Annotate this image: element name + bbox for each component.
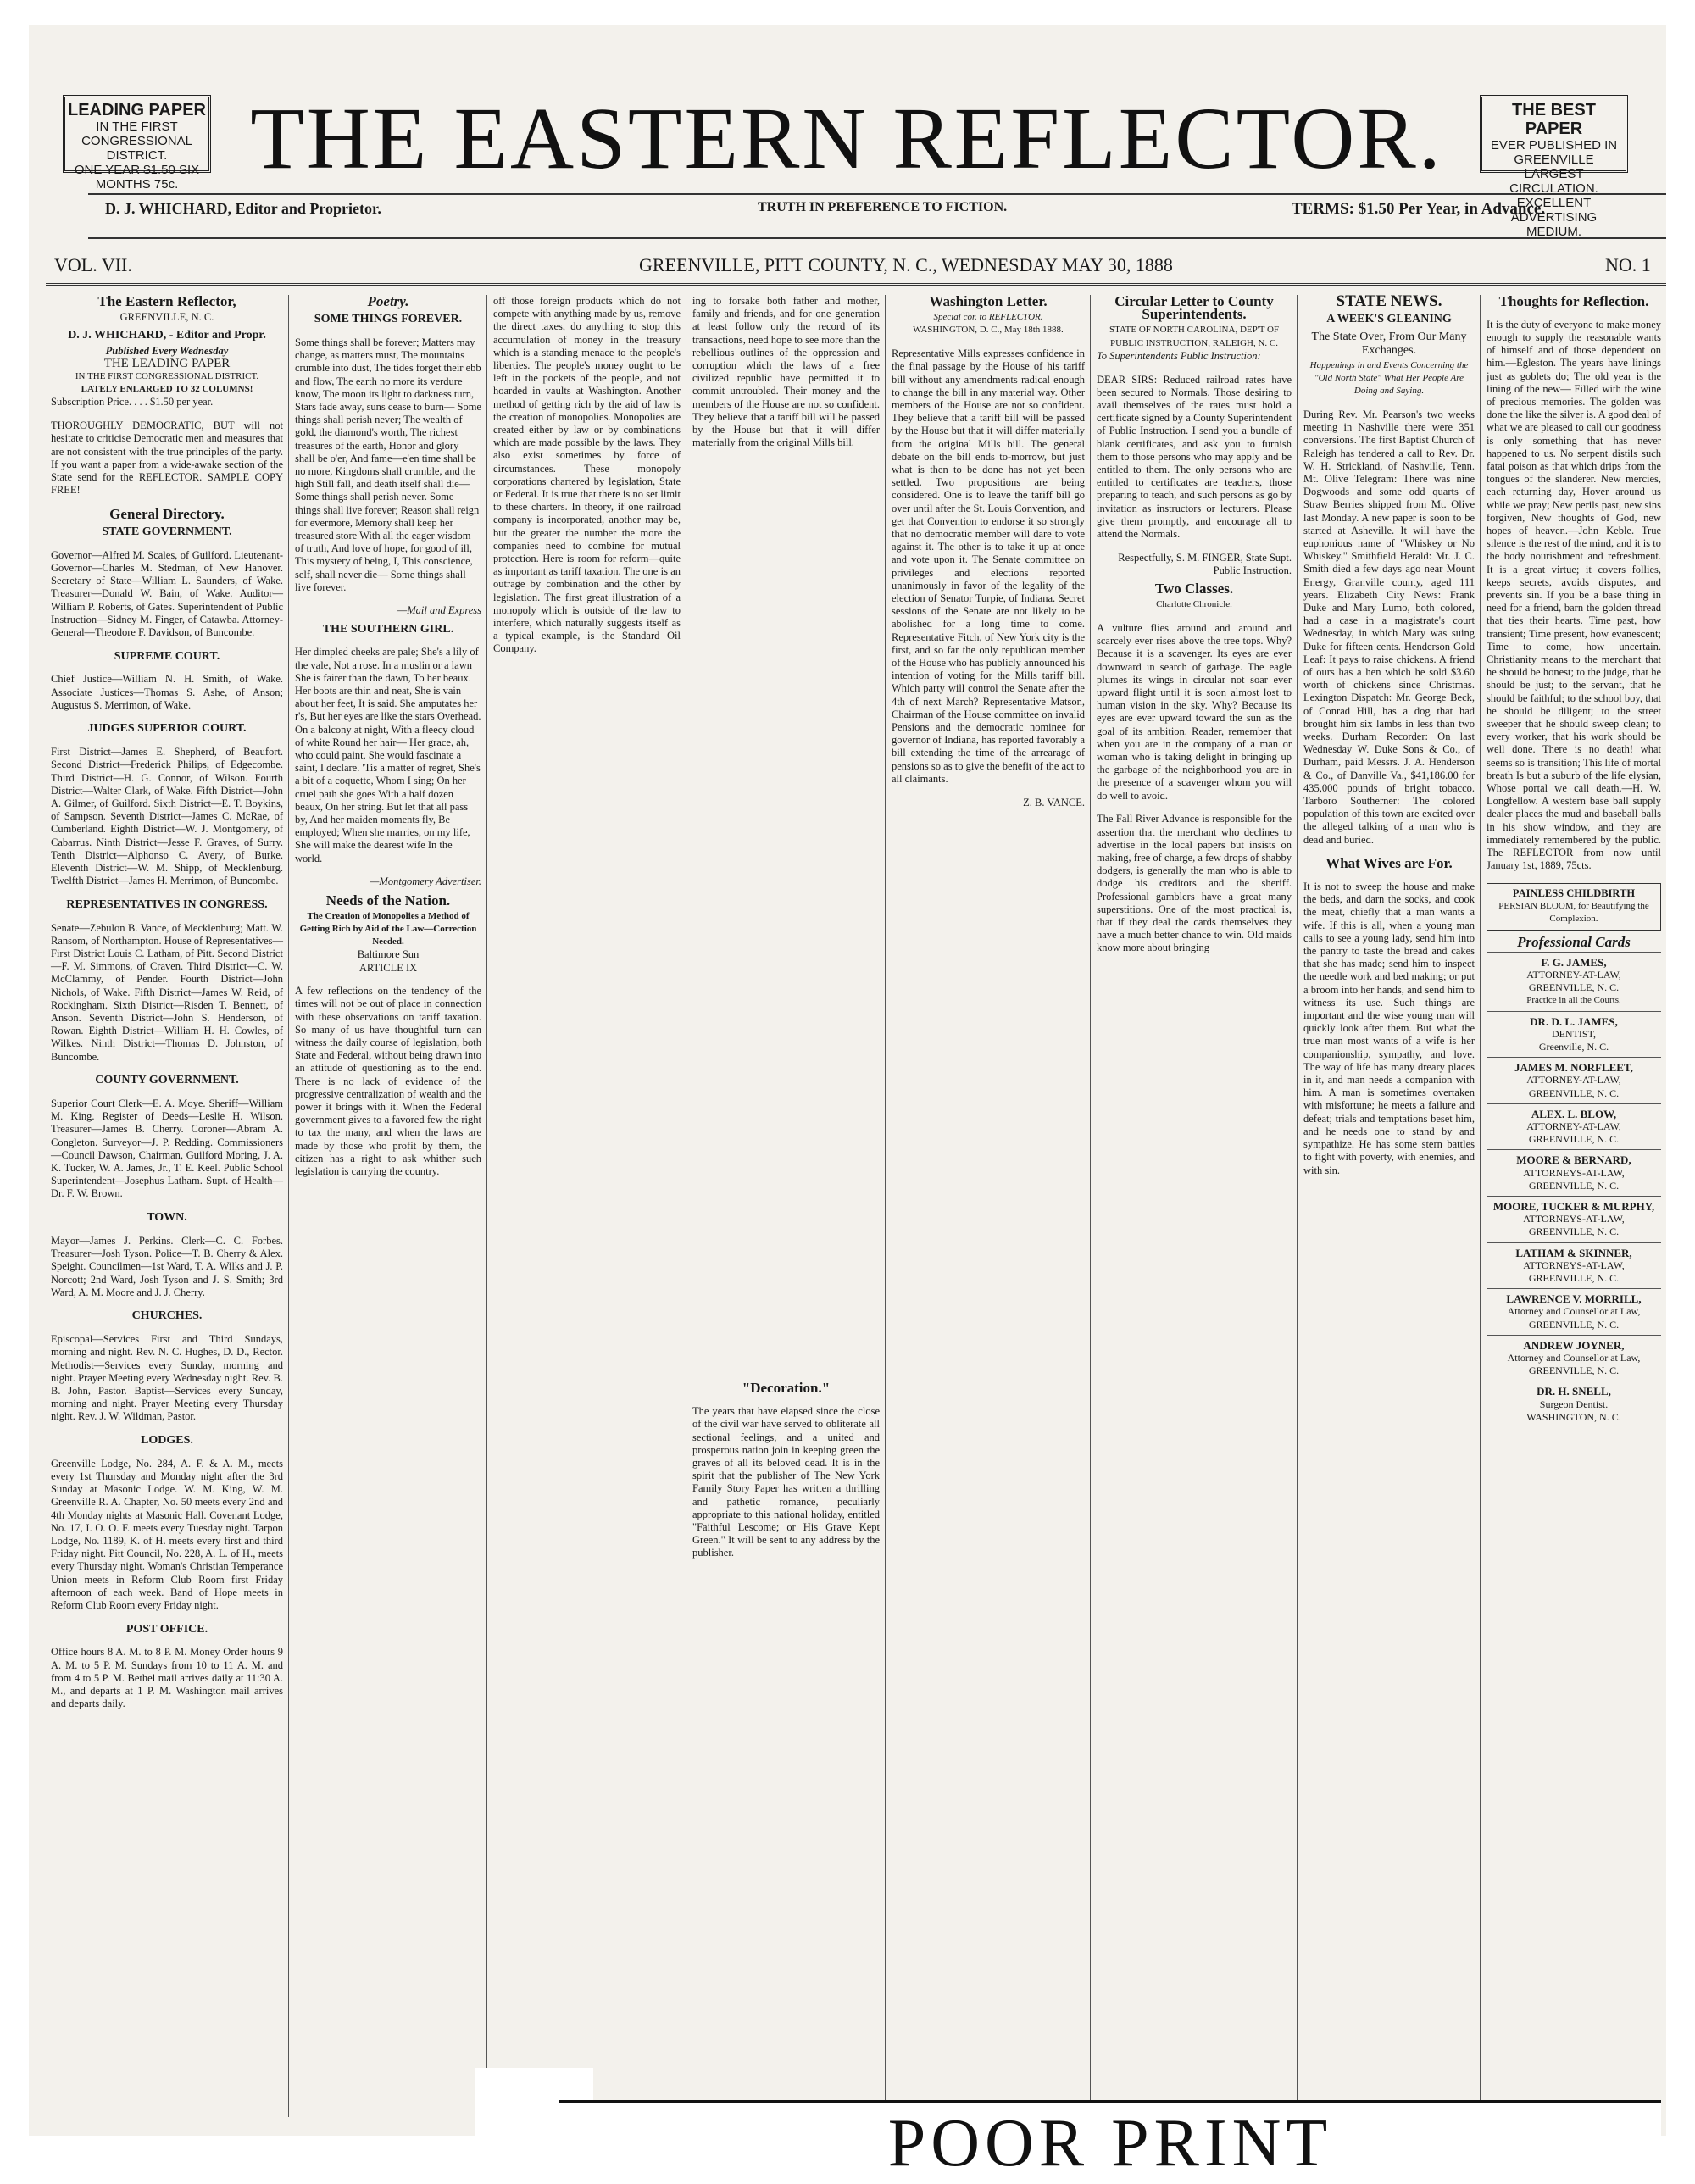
county-heading: COUNTY GOVERNMENT. — [95, 1074, 239, 1087]
column-5 — [886, 295, 1090, 2117]
leading-paper: THE LEADING PAPER — [103, 356, 231, 370]
lodges-text: Greenville Lodge, No. 284, A. F. & A. M., meets every 1st Thursday and Monday night after the 3rd Sunday at Masonic Lodge. W. M. King, W. M. Greenville R. A. Chapter, No. 50 meets every 2nd and 4th Monday nights at Masonic Hall. Covenant Lodge, No. 17, I. O. O. F. meets every Tuesday night. Tarpon Lodge, No. 1189, K. of H. meets every first and third Friday night. Pitt Council, No. 228, A. L. of H., meets every Thursday night. Woman's Christian Temperance Union meets in Reform Club Room first Friday afternoon of each week. Band of Hope meets in Reform Club Room every Friday night. — [51, 1457, 283, 1611]
card-place: GREENVILLE, N. C. — [1528, 1133, 1620, 1146]
card-place: GREENVILLE, N. C. — [1528, 981, 1620, 994]
newspaper-page — [29, 25, 1666, 2136]
town-text: Mayor—James J. Perkins. Clerk—C. C. Forbes. Treasurer—Josh Tyson. Police—T. B. Cherry & Alex. Speight. Councilmen—1st Ward, T. A. Wilks and J. P. Norcott; 2nd Ward, Josh Tyson and J. S. Smith; 3rd Ward, A. M. Moore and J. J. Cherry. — [51, 1234, 283, 1298]
poem-1-text: Some things shall be forever; Matters may change, as matters must, The mountains crumble into dust, The tides forget their ebb and flow, The earth no more its verdure know, The moon its light to darkness turn, Stars fade away, suns cease to burn— Some things shall perish never; The wealth of gold, the diamond's worth, The richest treasures of the earth, Honor and glory shall be o'er, And fame—e'en time shall be no more, Kingdoms shall crumble, and the high Still fall, and death itself shall die— Some things shall perish never. Some things shall live forever; Reason shall reign for evermore, Memory shall keep her treasured store With all the eager wisdom of truth, And love of hope, for good of ill, This mystery of being, I, This conscience, self, shall never die— Some things shall live forever. — [295, 336, 481, 593]
circular-signature: Respectfully, S. M. FINGER, State Supt. Public Instruction. — [1118, 551, 1292, 576]
card-blow — [1487, 1103, 1661, 1150]
circular-heading: Circular Letter to County Superintendents. — [1114, 295, 1274, 323]
card-morrill — [1487, 1288, 1661, 1335]
editor-line: D. J. WHICHARD, Editor and Proprietor. — [105, 200, 381, 217]
state-government-text: Governor—Alfred M. Scales, of Guilford. Lieutenant-Governor—Charles M. Stedman, of New Hanover. Secretary of State—William L. Saunders, of Wake. Treasurer—Donald W. Bain, of Wake. Auditor—William P. Roberts, of Gates. Superintendent of Public Instruction—Sidney M. Finger, of Catawba. Attorney-General—Theodore F. Davidson, of Buncombe. — [51, 548, 283, 638]
supreme-court-text: Chief Justice—William N. H. Smith, of Wake. Associate Justices—Thomas S. Ashe, of Anson; Augustus S. Merrimon, of Wake. — [51, 673, 283, 711]
column-8 — [1481, 295, 1666, 2117]
card-name: F. G. JAMES, — [1541, 955, 1607, 969]
card-f-g-james — [1487, 952, 1661, 1011]
column-4-text: ing to forsake both father and mother, family and friends, and for one generation at least follow only the record of its transactions, need hope to see more than the rebellious outlines of the oppression and corruption which the laws of a free civilized republic have permitted it to commit untroubled. Their money and the members of the House are not so confident. They believe that a tariff bill will be passed by the House but that it will differ materially from the original Mills bill. — [692, 295, 880, 449]
card-place: GREENVILLE, N. C. — [1528, 1225, 1620, 1238]
card-name: DR. D. L. JAMES, — [1530, 1014, 1618, 1028]
column-rule — [288, 295, 289, 2117]
congress-text: Senate—Zebulon B. Vance, of Mecklenburg; Matt. W. Ransom, of Northampton. House of Representatives—First District Louis C. Latham, of Pitt. Second District—F. M. Simmons, of Craven. Third District—C. W. McClammy, of Pender. Fourth District—John Nichols, of Wake. Fifth District—James W. Reid, of Rockingham. Sixth District—Risden T. Bennett, of Anson. Seventh District—John S. Henderson, of Rowan. Eighth District—William H. H. Cowles, of Wilkes. Ninth District—Thomas D. Johnston, of Buncombe. — [51, 921, 283, 1063]
card-name: MOORE & BERNARD, — [1516, 1153, 1631, 1167]
circular-text: DEAR SIRS: Reduced railroad rates have been secured to Normals. Those desiring to avail themselves of the rates must hold a certificate signed by a County Superintendent of Public Instruction. I send you a bundle of blank certificates, and ask you to furnish them to those persons who may apply and be entitled to them. The only persons who are entitled to certificates are teachers, those preparing to teach, and such persons as go by invitation as instructors or lecturers. Please give them promptly, and encourage all to attend the Normals. — [1097, 373, 1292, 540]
card-snell — [1487, 1381, 1661, 1427]
lodges-heading: LODGES. — [141, 1434, 193, 1448]
vance-signature: Z. B. VANCE. — [1023, 796, 1085, 809]
issue-number: NO. 1 — [1605, 254, 1651, 275]
column-2 — [290, 295, 486, 2117]
card-norfleet — [1487, 1057, 1661, 1103]
card-title: Surgeon Dentist. — [1539, 1398, 1609, 1410]
motto-line: TRUTH IN PREFERENCE TO FICTION. — [758, 200, 1008, 214]
professional-cards-heading: Professional Cards — [1517, 933, 1631, 950]
washington-text: Representative Mills expresses confidence in the final passage by the House of his tariff bill without any amendments radical enough to change the bill in any material way. Other members of the House are not so confident. They believe that a tariff bill will be passed by the House but that it will differ materially from the original Mills bill. The general debate on the bill ends to-morrow, but just what is then to be done has not yet been settled. Two propositions are being considered. One is to leave the tariff bill go over until after the St. Louis Convention, and get that Convention to endorse it so strongly that no democratic member will dare to vote against it. The other is to take it up at once and vote upon it. The Senate committee on privileges and elections reported unanimously in favor of the legality of the election of Senator Turpie, of Indiana. Secret sessions of the Senate are not likely to be abolished for a long time to come. Representative Fitch, of New York city is the first, and so far the only republican member of the House who has publicly announced his intention of voting for the Mills tariff bill. Which party will control the Senate after the 4th of next March? Representative Matson, Chairman of the House committee on invalid Pensions and the democratic nominee for governor of Indiana, has reported favorably a bill extending the time of the arrearage of pensions so as to give the benefit of the act to all claimants. — [892, 347, 1085, 785]
column-3 — [488, 295, 686, 2117]
card-title: DENTIST, — [1551, 1027, 1597, 1040]
poem-1-source: —Mail and Express — [397, 604, 481, 617]
churches-heading: CHURCHES. — [131, 1309, 203, 1323]
poem-2-title: THE SOUTHERN GIRL. — [322, 622, 454, 636]
newspaper-title: THE EASTERN REFLECTOR. — [250, 90, 1443, 187]
card-name: DR. H. SNELL, — [1537, 1385, 1611, 1398]
card-place: Greenville, N. C. — [1538, 1040, 1609, 1053]
state-news-deck: Happenings in and Events Concerning the "Old North State" What Her People Are Doing and Saying. — [1309, 359, 1469, 397]
state-government-heading: STATE GOVERNMENT. — [102, 525, 232, 539]
left-ear-title: LEADING PAPER — [68, 101, 206, 119]
childbirth-ad — [1487, 883, 1661, 931]
poetry-heading: Poetry. — [367, 295, 409, 309]
state-news-text: During Rev. Mr. Pearson's two weeks meeting in Nashville there were 351 conversions. The first Baptist Church of Raleigh has tendered a call to Rev. Dr. W. H. Strickland, of Nashville, Tenn. Mt. Olive Telegram: There was nine Dogwoods and some odd quarts of Straw Berries shipped from Mt. Olive last Monday. A new paper is soon to be started at Asheville. It will have the euphonious name of "Whiskey or No Whiskey." Smithfield Herald: Mr. J. C. Smith died a few days ago near Mount Energy, Granville county, aged 111 years. Elizabeth City News: Frank Duke and Mary Lumo, both colored, had a case in a magistrate's court Wednesday, in which Mary was suing Duke for fifteen cents. Henderson Gold Leaf: It pays to raise chickens. A friend of ours has a hen which he sold $3.60 worth of chickens since Christmas. Lexington Dispatch: Mr. George Beck, of Conrad Hill, has a dog that had brought him six lambs in less than two weeks. Durham Recorder: On last Wednesday W. Duke Sons & Co., of Durham, paid Messrs. J. A. Henderson & Co., of Danville Va., $41,186.00 for 435,000 pounds of bright tobacco. Tarboro Southerner: The colored population of this town are excited over the alleged talking of a man who is dead and buried. — [1303, 408, 1475, 846]
poem-2-source: —Montgomery Advertiser. — [370, 875, 481, 888]
card-name: ALEX. L. BLOW, — [1531, 1107, 1617, 1120]
card-title: ATTORNEYS-AT-LAW, — [1523, 1213, 1625, 1225]
card-title: Attorney and Counsellor at Law, — [1507, 1305, 1641, 1318]
volume-label: VOL. VII. — [54, 254, 132, 275]
left-ear-subtitle: IN THE FIRST CONGRESSIONAL DISTRICT. — [81, 119, 192, 163]
week-gleaning-heading: A WEEK'S GLEANING — [1326, 313, 1452, 326]
card-moore-tucker-murphy — [1487, 1196, 1661, 1242]
card-name: JAMES M. NORFLEET, — [1514, 1061, 1633, 1075]
two-classes-heading: Two Classes. — [1154, 581, 1234, 597]
column-rule — [1297, 295, 1298, 2117]
poem-1-title: SOME THINGS FOREVER. — [314, 313, 463, 326]
needs-text: A few reflections on the tendency of the times will not be out of place in connection with these observations on tariff taxation. So many of us have thoughtful turn can witness the daily course of legislation, both State and Federal, without being drawn into an attitude of questioning as to the end. There is no lack of evidence of the progressive centralization of wealth and the power it brings with it. When the Federal government gives to a favored few the right to tax the many, and when the laws are made by those who profit by them, the citizen has a right to ask whither such legislation is carrying the country. — [295, 985, 481, 1178]
card-name: LAWRENCE V. MORRILL, — [1506, 1292, 1642, 1306]
card-place: WASHINGTON, N. C. — [1526, 1410, 1621, 1423]
decoration-text: The years that have elapsed since the close of the civil war have served to obliterate all sectional feelings, and a united and prosperous nation join in keeping green the graves of all its beloved dead. It is in the spirit that the publisher of The New York Family Story Paper has written a thrilling and pathetic romance, peculiarly appropriate to this national holiday, entitled "Faithful Lescome; or His Grave Kept Green." It will be sent to any address by the publisher. — [692, 1405, 880, 1559]
washington-heading: Washington Letter. — [929, 295, 1048, 309]
fall-river-text: The Fall River Advance is responsible for the assertion that the merchant who declines to advertise in the local papers but insists on making, free of charge, a few drops of shabby dodgers, is generally the man who is able to dodge his creditors and the sheriff. Professional gamblers have a great many superstitions. One of the most practical is, that if they deal the cards themselves they have a much better chance to win. Old maids know more about bringing — [1097, 813, 1292, 954]
congress-heading: REPRESENTATIVES IN CONGRESS. — [66, 897, 268, 911]
two-classes-text: A vulture flies around and around and scarcely ever rises above the tree tops. Why? Because it is a scavenger. Its eyes are ever downward in search of garbage. The eagle plumes its wings in circular not soar ever upward flight until it is soon almost lost to human vision in the sky. Why? Because its eyes are ever upward toward the sun as the goal of its ambition. Reader, remember that when you are in the company of a man or woman who is taking delight in bringing up the garbage of the neighborhood you are in the presence of a scavenger whom you will do well to avoid. — [1097, 621, 1292, 802]
right-ear-title: THE BEST PAPER — [1512, 101, 1596, 138]
childbirth-ad-text: PERSIAN BLOOM, for Beautifying the Complexion. — [1498, 901, 1649, 925]
needs-continued-text: off those foreign products which do not compete with anything made by us, remove the direct taxes, do anything to stop this accumulation of money in the treasury which is a standing menace to the people's liberties. The people's money ought to be left in the pockets of the people, and not hoarded in vaults at Washington. Another method of getting rich by the aid of law is the creation of monopolies. Monopolies are created either by law or by combinations which are made possible by the laws. They also exist sometimes by force of circumstances. These monopoly corporations chartered by legislation, State or Federal. It is true that there is no set limit to these charters. In theory, if one railroad company is incorporated, another may be, but the greater the number the more the companies need to combine for mutual protection. Here is room for reform—quite as important as tariff taxation. The one is an outrage by combination and the other by legislation. The first great illustration of a monopoly which is outside of the law to interfere, which naturally suggests itself as a typical example, is the Standard Oil Company. — [493, 295, 681, 655]
post-office-heading: POST OFFICE. — [125, 1622, 208, 1636]
policy-text: THOROUGHLY DEMOCRATIC, BUT will not hesitate to criticise Democratic men and measures that are not consistent with the true principles of the party. If you want a paper from a wide-awake section of the State send for the REFLECTOR. SAMPLE COPY FREE! — [51, 420, 283, 497]
card-place: GREENVILLE, N. C. — [1528, 1318, 1620, 1331]
card-title: ATTORNEY-AT-LAW, — [1526, 1120, 1621, 1132]
subscription-price: Subscription Price. . . . $1.50 per year. — [51, 396, 214, 408]
card-latham-skinner — [1487, 1242, 1661, 1289]
card-title: ATTORNEYS-AT-LAW, — [1523, 1166, 1625, 1179]
right-ear-subtitle: EVER PUBLISHED IN GREENVILLE — [1490, 138, 1618, 167]
poor-print-banner: POOR PRINT — [559, 2100, 1661, 2184]
state-news-heading: STATE NEWS. — [1336, 295, 1442, 310]
washington-date: WASHINGTON, D. C., May 18th 1888. — [913, 325, 1064, 336]
town-heading: TOWN. — [147, 1211, 187, 1225]
churches-text: Episcopal—Services First and Third Sundays, morning and night. Rev. N. C. Hughes, D. D., Rector. Methodist—Services every Sunday, morning and night. Prayer Meeting every Wednesday night. Rev. B. B. John, Pastor. Baptist—Services every Sunday, morning and night. Prayer Meeting every Thursday night. Rev. J. W. Wildman, Pastor. — [51, 1333, 283, 1423]
supreme-court-heading: SUPREME COURT. — [114, 649, 220, 663]
thoughts-heading: Thoughts for Reflection. — [1498, 295, 1649, 309]
enlarged-line: LATELY ENLARGED TO 32 COLUMNS! — [81, 384, 253, 395]
column-4 — [687, 295, 885, 2117]
column-rule — [486, 295, 487, 2117]
dateline: GREENVILLE, PITT COUNTY, N. C., WEDNESDAY MAY 30, 1888 — [639, 254, 1173, 275]
column-rule — [1480, 295, 1481, 2117]
card-place: GREENVILLE, N. C. — [1528, 1179, 1620, 1192]
thoughts-text: It is the duty of everyone to make money enough to supply the reasonable wants of himself and of those dependent on him.—Egleston. The years have linings just as goblets do; The old year is the lining of the new— Filled with the wine of precious memories. The golden was done the like the silver is. A good deal of what we are pleased to call our goodness is only something that has never happened to us. No serpent distils such fatal poison as that which drips from the tongues of the slanderer. New mercies, each returning day, Hover around us while we pray; New perils past, new sins forgiven, New thoughts of God, new hopes of heaven.—John Keble. True silence is the rest of the mind, and it is to the body nourishment and refreshment. It is a great virtue; it covers follies, keeps secrets, avoids disputes, and prevents sin. If you be a base thing in need for a friend, barn the golden thread that ties their hearts. Time past, how transient; Time present, how evanescent; Time to come, how uncertain. Christianity means to the merchant that he should be honest; to the judge, that he should be just; to the servant, that he should be faithful; to the school boy, that he should be diligent; to the street sweeper that he should sweep clean; to every worker, that his work should be well done. There is no death! what seems so is transition; This life of mortal breath Is but a suburb of the life elysian, Whose portal we call death.—H. W. Longfellow. A western base ball supply dealer places the mud and baseball balls in his show window, and they are immediately remembered by the public. The REFLECTOR from now until January 1st, 1889, 75cts. — [1487, 318, 1661, 872]
wives-heading: What Wives are For. — [1325, 855, 1453, 872]
needs-article: ARTICLE IX — [358, 961, 418, 974]
card-note: Practice in all the Courts. — [1526, 995, 1621, 1006]
state-over-heading: The State Over, From Our Many Exchanges. — [1311, 331, 1467, 357]
card-moore-bernard — [1487, 1149, 1661, 1196]
needs-source: Baltimore Sun — [357, 948, 420, 961]
card-joyner — [1487, 1335, 1661, 1381]
card-name: ANDREW JOYNER, — [1523, 1338, 1625, 1352]
card-place: GREENVILLE, N. C. — [1528, 1086, 1620, 1099]
masthead-rule-mid — [88, 237, 1666, 239]
childbirth-ad-title: PAINLESS CHILDBIRTH — [1512, 886, 1636, 899]
card-dentist-james — [1487, 1011, 1661, 1058]
post-office-text: Office hours 8 A. M. to 8 P. M. Money Order hours 9 A. M. to 5 P. M. Sundays from 10 to 11 A. M. and from 4 to 5 P. M. Bethel mail arrives daily at 11:30 A. M., and departs at 1 P. M. Washington mail arrives and departs daily. — [51, 1646, 283, 1710]
directory-heading: General Directory. — [109, 505, 225, 522]
card-title: ATTORNEY-AT-LAW, — [1526, 1074, 1621, 1086]
column-7 — [1298, 295, 1480, 2117]
card-name: MOORE, TUCKER & MURPHY, — [1492, 1200, 1655, 1213]
column-rule — [885, 295, 886, 2117]
card-title: ATTORNEY-AT-LAW, — [1526, 968, 1621, 981]
card-place: GREENVILLE, N. C. — [1528, 1272, 1620, 1285]
column-rule — [1090, 295, 1091, 2117]
superior-court-heading: JUDGES SUPERIOR COURT. — [87, 722, 247, 736]
terms-line: TERMS: $1.50 Per Year, in Advance. — [1292, 200, 1546, 218]
masthead-rule-top — [88, 193, 1666, 195]
superior-court-text: First District—James E. Shepherd, of Beaufort. Second District—Frederick Philips, of Edgecombe. Third District—H. G. Connor, of Wilson. Fourth District—Walter Clark, of Wake. Fifth District—John A. Gilmer, of Guilford. Sixth District—E. T. Boykins, of Sampson. Seventh District—James C. McRae, of Cumberland. Eighth District—W. J. Montgomery, of Cabarrus. Ninth District—Jesse F. Graves, of Surry. Tenth District—Alphonso C. Avery, of Burke. Eleventh District—W. M. Shipp, of Mecklenburg. Twelfth District—James H. Merrimon, of Buncombe. — [51, 746, 283, 887]
column-6 — [1092, 295, 1297, 2117]
card-title: ATTORNEYS-AT-LAW, — [1523, 1259, 1625, 1271]
column-1 — [46, 295, 288, 2117]
two-classes-source: Charlotte Chronicle. — [1156, 599, 1232, 610]
wives-text: It is not to sweep the house and make the beds, and darn the socks, and cook the meat, chiefly that a man wants a wife. If this is all, when a young man calls to see a young lady, send him into the pantry to taste the bread and cakes that she has made; send him to inspect the needle work and bed making; or put a broom into her hands, and send him to witness its use. Such things are important and the wise young man will quickly look after them. But what the true man most wants of a wife is her companionship, sympathy, and love. The way of life has many dreary places in it, and man needs a companion with him. A man is sometimes overtaken with misfortune; he meets a failure and defeat; trials and temptations beset him, and he needs one to stand by and sympathize. He has some stern battles to fight with poverty, with enemies, and with sin. — [1303, 881, 1475, 1176]
decoration-heading: "Decoration." — [742, 1380, 831, 1397]
right-ear-box — [1480, 95, 1628, 239]
paper-name: The Eastern Reflector, — [97, 295, 236, 309]
left-ear-box — [63, 95, 211, 192]
needs-subheading: The Creation of Monopolies a Method of Getting Rich by Aid of the Law—Correction Needed. — [299, 910, 477, 948]
left-ear-price: ONE YEAR $1.50 SIX MONTHS 75c. — [74, 163, 200, 192]
poem-2-text: Her dimpled cheeks are pale; She's a lily of the vale, Not a rose. In a muslin or a lawn She is fairer than the dawn, To her beaux. Her boots are thin and neat, She is vain about her feet, It is said. She amputates her r's, But her eyes are like the stars Overhead. On a balcony at night, With a fleecy cloud of white Round her hair— Her grace, ah, who could paint, She would fascinate a saint, I declare. 'Tis a matter of regret, She's a bit of a coquette, Whom I sing; On her cruel path she goes With a half dozen beaux, On her string. But let that all pass by, And her maiden moments fly, Be employed; When she marries, on my life, She will make the dearest wife In the world. — [295, 646, 481, 864]
right-ear-line1: LARGEST CIRCULATION. — [1509, 167, 1598, 196]
editor-proprietor: D. J. WHICHARD, - Editor and Propr. — [68, 329, 266, 342]
washington-byline: Special cor. to REFLECTOR. — [933, 312, 1043, 323]
masthead — [29, 25, 1666, 280]
right-ear-line2: EXCELLENT ADVERTISING MEDIUM. — [1510, 196, 1598, 239]
circular-office: STATE OF NORTH CAROLINA, DEP'T OF PUBLIC INSTRUCTION, RALEIGH, N. C. — [1109, 325, 1280, 348]
card-name: LATHAM & SKINNER, — [1515, 1246, 1632, 1259]
masthead-rule-bottom — [46, 283, 1666, 286]
card-title: Attorney and Counsellor at Law, — [1507, 1352, 1641, 1364]
district-line: IN THE FIRST CONGRESSIONAL DISTRICT. — [75, 371, 259, 382]
paper-place: GREENVILLE, N. C. — [119, 311, 214, 324]
publication-day: Published Every Wednesday — [105, 344, 229, 357]
card-place: GREENVILLE, N. C. — [1528, 1364, 1620, 1377]
circular-salutation: To Superintendents Public Instruction: — [1097, 349, 1261, 362]
county-text: Superior Court Clerk—E. A. Moye. Sheriff—William M. King. Register of Deeds—Leslie H. Wilson. Treasurer—James B. Cherry. Coroner—Abram A. Congleton. Surveyor—J. P. Redding. Commissioners—Council Dawson, Chairman, Guilford Moring, J. A. K. Tucker, W. A. James, Jr., T. E. Keel. Public School Superintendent—Josephus Latham. Supt. of Health—Dr. F. W. Brown. — [51, 1098, 283, 1200]
needs-heading: Needs of the Nation. — [325, 892, 451, 909]
